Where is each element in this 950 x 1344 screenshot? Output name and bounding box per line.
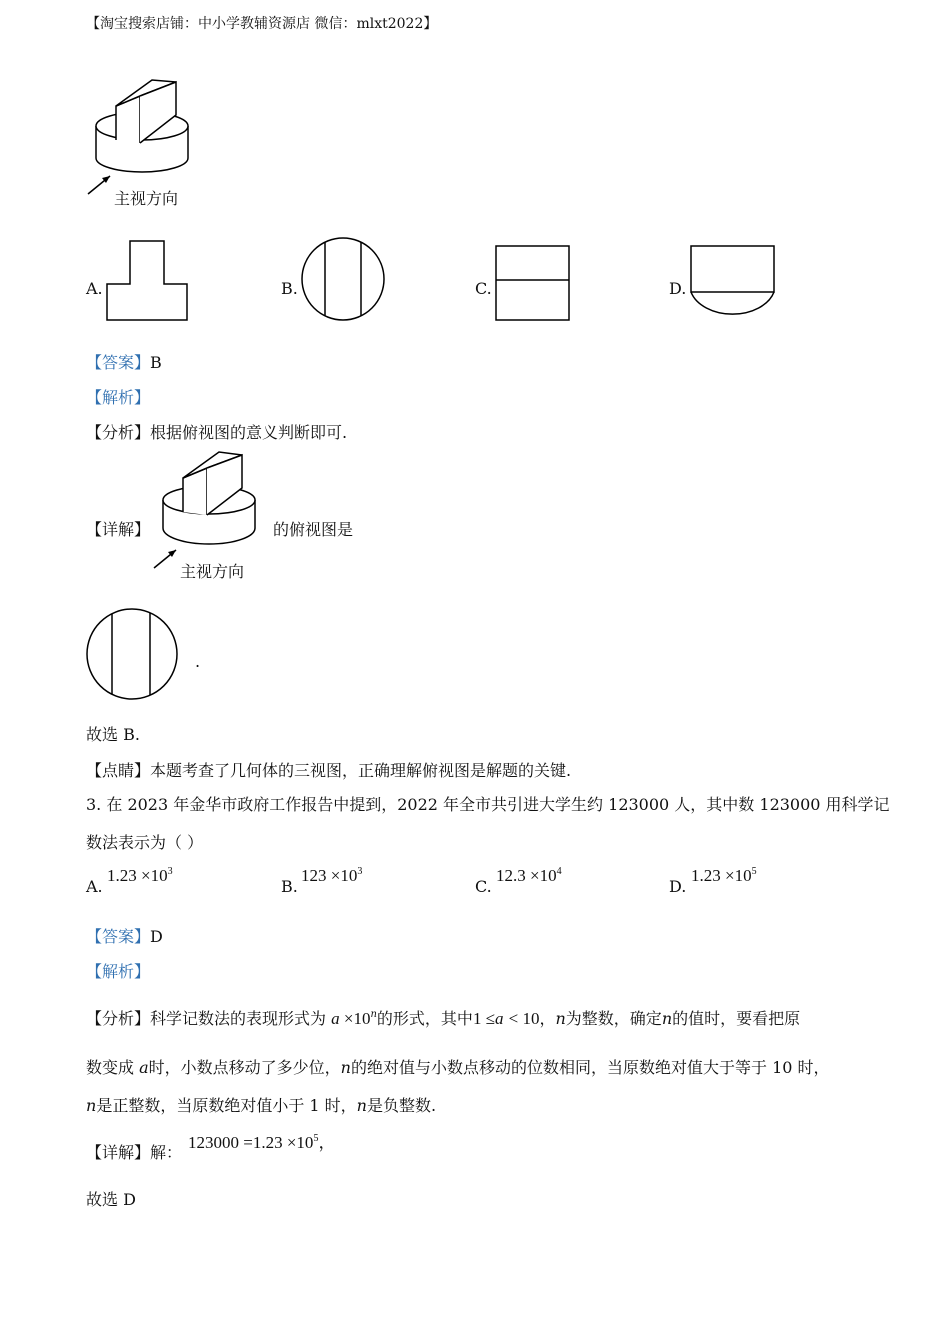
equation: 123000 =1.23 ×10 [188, 1133, 314, 1152]
analysis-tag: 【分析】 [86, 423, 151, 442]
solid-figure-detail [150, 445, 265, 575]
text: 为整数，确定 [565, 1009, 662, 1028]
q3-analysis-line2 [86, 1055, 830, 1078]
var-n: n [340, 1058, 351, 1077]
analysis-tag: 【分析】 [86, 1009, 151, 1028]
detail-text: 的俯视图是 [273, 520, 354, 539]
detail-period: . [195, 652, 201, 671]
comma: ， [318, 1133, 336, 1152]
analysis-text: 根据俯视图的意义判断即可. [150, 423, 348, 442]
comment-text: 本题考查了几何体的三视图，正确理解俯视图是解题的关键. [150, 761, 572, 780]
q3-analysis-line3 [86, 1093, 436, 1116]
option-d-label: D. [669, 279, 687, 298]
var-n: n [356, 1096, 367, 1115]
top-view-figure [85, 607, 180, 702]
mantissa: 12.3 ×10 [496, 866, 557, 885]
detail-text: 解： [150, 1143, 183, 1162]
q2-comment [86, 758, 571, 781]
exponent: 3 [357, 866, 363, 877]
option-a-figure [106, 240, 188, 322]
var-a: a [139, 1058, 149, 1077]
q3-option-c-value [496, 866, 562, 886]
exponent: 5 [751, 866, 757, 877]
mantissa: 1.23 ×10 [107, 866, 168, 885]
mantissa: 1.23 ×10 [691, 866, 752, 885]
option-b-label: B. [281, 279, 298, 298]
option-a-label: A. [86, 279, 103, 298]
q2-choice: 故选 B. [86, 725, 140, 744]
text: 是负整数. [366, 1096, 437, 1115]
var-a: a [495, 1009, 504, 1028]
q2-answer [86, 350, 162, 373]
comment-tag: 【点睛】 [86, 761, 151, 780]
var-n: n [370, 1009, 377, 1020]
detail-caption: 主视方向 [180, 562, 245, 581]
q3-option-b-label: B. [281, 877, 298, 896]
figure-caption: 主视方向 [114, 189, 179, 208]
q3-stem-line1: 3. 在 2023 年金华市政府工作报告中提到，2022 年全市共引进大学生约 123000 人，其中数 123000 用科学记 [86, 795, 890, 814]
var-a: a [331, 1009, 340, 1028]
var-n: n [86, 1096, 97, 1115]
var-n: n [661, 1009, 673, 1028]
q3-answer [86, 924, 163, 947]
ineq: 1 ≤ [472, 1009, 496, 1028]
q3-choice: 故选 D [86, 1190, 136, 1209]
q3-option-b-value [301, 866, 362, 886]
exponent: 5 [313, 1133, 319, 1144]
option-d-figure [688, 244, 778, 324]
exponent: 4 [556, 866, 562, 877]
q3-analysis-line1 [86, 1006, 800, 1029]
var-n: n [555, 1009, 566, 1028]
answer-tag: 【答案】 [86, 353, 151, 372]
option-c-label: C. [475, 279, 492, 298]
text: ， [539, 1009, 556, 1028]
detail-tag: 【详解】 [86, 1143, 151, 1162]
option-c-figure [494, 244, 572, 322]
q3-option-d-value [691, 866, 757, 886]
mantissa: 123 ×10 [301, 866, 358, 885]
exponent: 3 [167, 866, 173, 877]
detail-tag: 【详解】 [86, 520, 151, 539]
text: 数变成 [86, 1058, 135, 1077]
option-b-figure [300, 236, 386, 322]
q3-explain-tag: 【解析】 [86, 962, 151, 981]
answer-value: D [150, 927, 163, 946]
q3-stem-line2: 数法表示为（ ） [86, 833, 204, 852]
header-watermark: 【淘宝搜索店铺：中小学教辅资源店 微信：mlxt2022】 [86, 16, 438, 32]
answer-tag: 【答案】 [86, 927, 151, 946]
q2-explain-tag: 【解析】 [86, 388, 151, 407]
text: 的值时，要看把原 [672, 1009, 801, 1028]
q3-option-a-label: A. [86, 877, 103, 896]
text: 的形式，其中 [376, 1009, 473, 1028]
text: 时，小数点移动了多少位， [148, 1058, 341, 1077]
ineq: < 10 [508, 1009, 540, 1028]
text: 科学记数法的表现形式为 [150, 1009, 327, 1028]
text: 是正整数，当原数绝对值小于 1 时， [96, 1096, 357, 1115]
times10: ×10 [339, 1009, 371, 1028]
text: 的绝对值与小数点移动的位数相同，当原数绝对值大于等于 10 时， [350, 1058, 830, 1077]
q2-analysis [86, 420, 347, 443]
q3-detail [86, 1140, 182, 1163]
q3-option-d-label: D. [669, 877, 687, 896]
q3-option-c-label: C. [475, 877, 492, 896]
q3-option-a-value [107, 866, 173, 886]
q3-detail-equation [188, 1128, 335, 1153]
answer-value: B [150, 353, 162, 372]
